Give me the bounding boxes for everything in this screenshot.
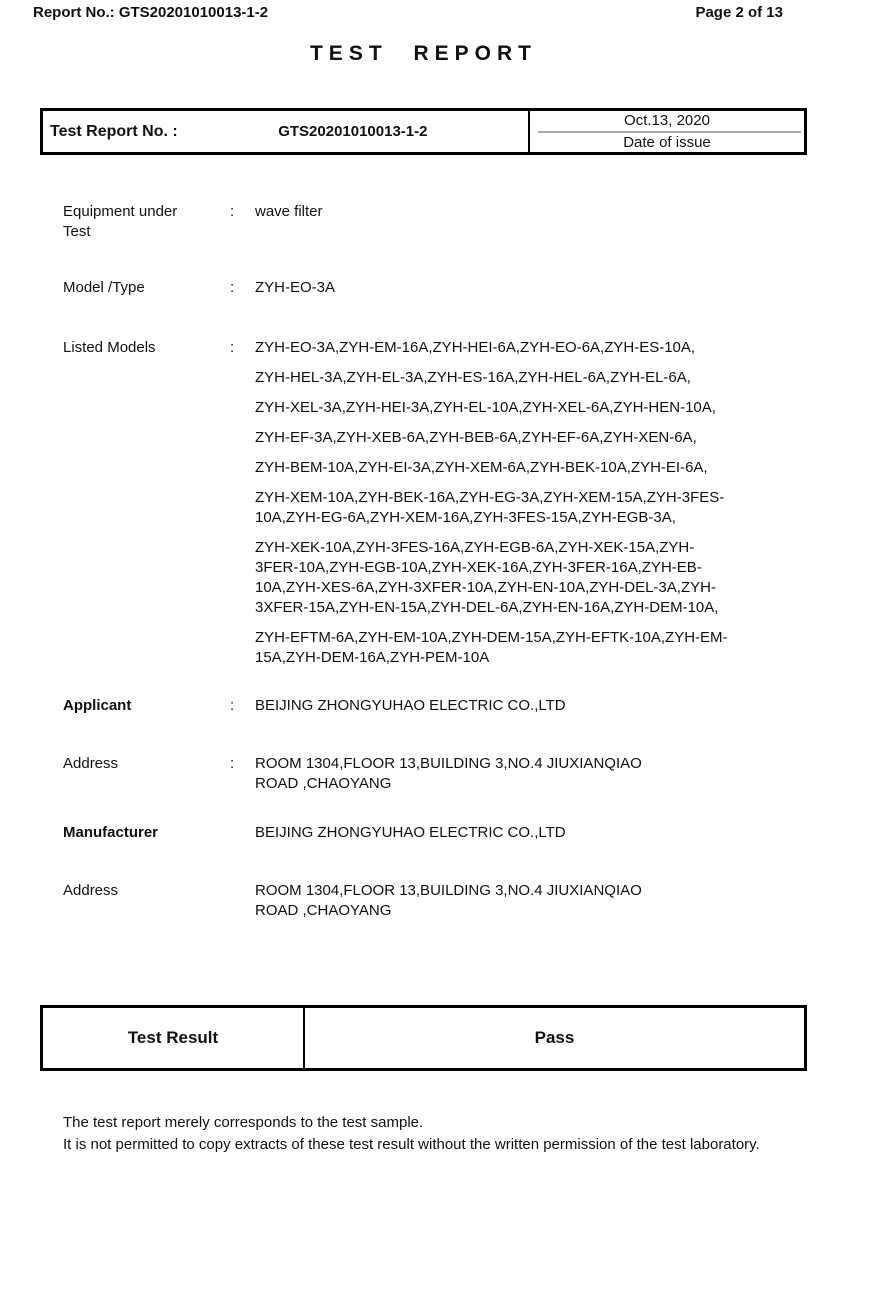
- report-no-value: GTS20201010013-1-2: [278, 123, 428, 140]
- field-applicant: [63, 696, 807, 716]
- test-result-value-cell: Pass: [534, 1028, 575, 1047]
- field-applicant-address: [63, 754, 807, 794]
- models-line: ZYH-EF-3A,ZYH-XEB-6A,ZYH-BEB-6A,ZYH-EF-6A,ZYH-XEN-6A,: [255, 429, 697, 446]
- issue-date: Oct.13, 2020: [624, 112, 710, 130]
- disclaimer-line-1: The test report merely corresponds to the test sample.: [63, 1114, 424, 1131]
- header-report-no: Report No.: GTS20201010013-1-2: [33, 4, 269, 21]
- models-line: ZYH-XEK-10A,ZYH-3FES-16A,ZYH-EGB-6A,ZYH-XEK-15A,ZYH-: [255, 539, 695, 556]
- models-paragraph: [255, 398, 807, 418]
- field-label: Model /Type: [63, 279, 145, 296]
- report-info-left-cell: [43, 111, 528, 152]
- field-value: BEIJING ZHONGYUHAO ELECTRIC CO.,LTD: [255, 824, 566, 841]
- address-line: ROOM 1304,FLOOR 13,BUILDING 3,NO.4 JIUXIANQIAO: [255, 755, 642, 772]
- field-separator: :: [230, 279, 235, 296]
- field-separator: :: [230, 755, 235, 772]
- field-label: Equipment under Test: [63, 203, 178, 240]
- report-no-label: Test Report No. :: [50, 122, 178, 140]
- address-line: ROAD ,CHAOYANG: [255, 902, 392, 919]
- header-page-number: Page 2 of 13: [695, 4, 783, 21]
- models-line: 15A,ZYH-DEM-16A,ZYH-PEM-10A: [255, 649, 490, 666]
- field-label: Address: [63, 882, 119, 899]
- field-label: Manufacturer: [63, 824, 159, 841]
- page-header: [0, 4, 870, 21]
- field-value: [255, 754, 807, 794]
- models-line: 3FER-10A,ZYH-EGB-10A,ZYH-XEK-16A,ZYH-3FER-16A,ZYH-EB-: [255, 559, 702, 576]
- field-separator: :: [230, 697, 235, 714]
- models-line: ZYH-XEM-10A,ZYH-BEK-16A,ZYH-EG-3A,ZYH-XEM-15A,ZYH-3FES-: [255, 489, 725, 506]
- field-model-type: [63, 278, 807, 298]
- date-of-issue-label: Date of issue: [623, 133, 711, 151]
- field-label: Address: [63, 755, 119, 772]
- field-value: ZYH-EO-3A: [255, 279, 336, 296]
- report-info-date-cell: [528, 111, 804, 152]
- test-result-label-cell: Test Result: [43, 1008, 305, 1068]
- field-equipment-under-test: [63, 202, 807, 242]
- listed-models-value: [255, 338, 807, 668]
- models-paragraph: [255, 428, 807, 448]
- field-value: [255, 881, 807, 921]
- models-line: ZYH-BEM-10A,ZYH-EI-3A,ZYH-XEM-6A,ZYH-BEK-10A,ZYH-EI-6A,: [255, 459, 708, 476]
- models-line: ZYH-EFTM-6A,ZYH-EM-10A,ZYH-DEM-15A,ZYH-EFTK-10A,ZYH-EM-: [255, 629, 728, 646]
- field-listed-models: [63, 338, 807, 668]
- models-line: 10A,ZYH-XES-6A,ZYH-3XFER-10A,ZYH-EN-10A,ZYH-DEL-3A,ZYH-: [255, 579, 716, 596]
- field-value: BEIJING ZHONGYUHAO ELECTRIC CO.,LTD: [255, 697, 566, 714]
- models-line: ZYH-XEL-3A,ZYH-HEI-3A,ZYH-EL-10A,ZYH-XEL-6A,ZYH-HEN-10A,: [255, 399, 716, 416]
- field-label: Listed Models: [63, 339, 156, 356]
- field-manufacturer-address: [63, 881, 807, 921]
- address-line: ROAD ,CHAOYANG: [255, 775, 392, 792]
- field-manufacturer: [63, 823, 807, 843]
- models-paragraph: [255, 628, 807, 668]
- footer-disclaimer: [63, 1112, 807, 1156]
- models-line: 10A,ZYH-EG-6A,ZYH-XEM-16A,ZYH-3FES-15A,ZYH-EGB-3A,: [255, 509, 676, 526]
- field-separator: :: [230, 203, 235, 220]
- models-line: 3XFER-15A,ZYH-EN-15A,ZYH-DEL-6A,ZYH-EN-16A,ZYH-DEM-10A,: [255, 599, 719, 616]
- report-info-table: [40, 108, 807, 155]
- field-value: wave filter: [255, 203, 323, 220]
- models-line: ZYH-HEL-3A,ZYH-EL-3A,ZYH-ES-16A,ZYH-HEL-6A,ZYH-EL-6A,: [255, 369, 691, 386]
- address-line: ROOM 1304,FLOOR 13,BUILDING 3,NO.4 JIUXIANQIAO: [255, 882, 642, 899]
- test-result-table: [40, 1005, 807, 1071]
- field-separator: :: [230, 339, 235, 356]
- models-line: ZYH-EO-3A,ZYH-EM-16A,ZYH-HEI-6A,ZYH-EO-6A,ZYH-ES-10A,: [255, 339, 696, 356]
- field-label: Applicant: [63, 697, 132, 714]
- models-paragraph: [255, 368, 807, 388]
- models-paragraph: [255, 458, 807, 478]
- models-paragraph: [255, 338, 807, 358]
- disclaimer-line-2: It is not permitted to copy extracts of these test result without the written permission of the test laboratory.: [63, 1136, 760, 1153]
- document-title: TEST REPORT: [309, 42, 537, 65]
- models-paragraph: [255, 488, 807, 528]
- field-list: [63, 202, 807, 921]
- models-paragraph: [255, 538, 807, 618]
